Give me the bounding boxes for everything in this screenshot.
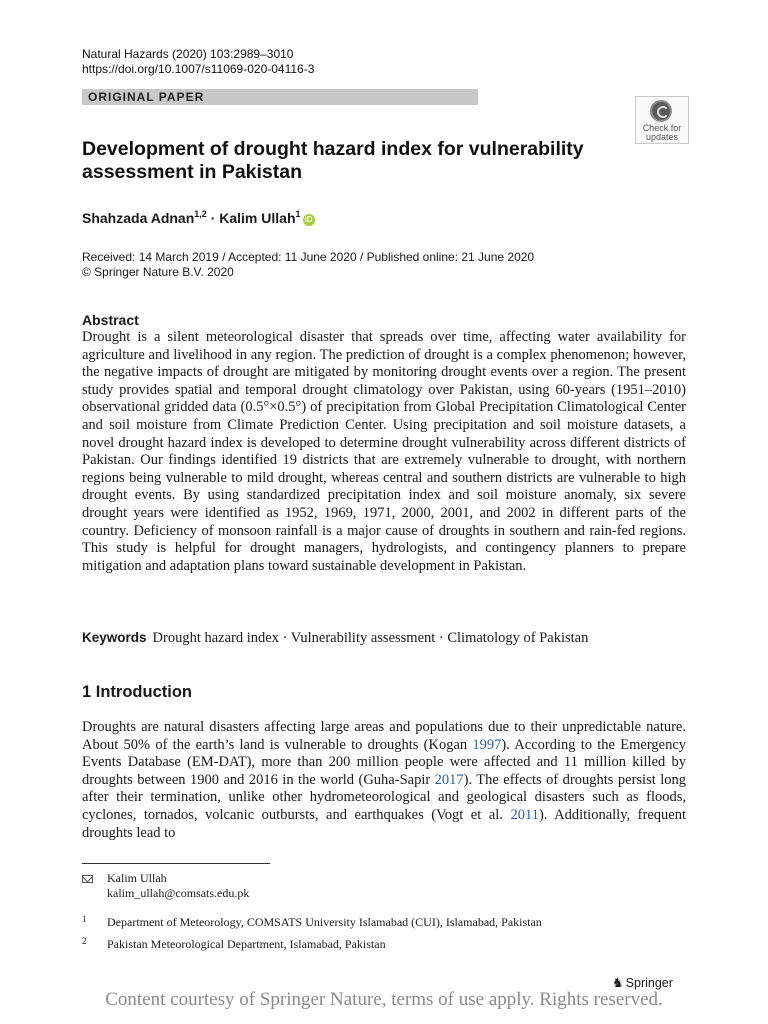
corresponding-author-email[interactable]: kalim_ullah@comsats.edu.pk	[107, 886, 250, 900]
publisher-name: Springer	[625, 976, 673, 990]
author-affiliation-marker: 1,2	[194, 209, 207, 219]
author-name[interactable]: Shahzada Adnan	[82, 210, 195, 226]
orcid-icon[interactable]: iD	[304, 215, 313, 224]
copyright-notice: © Springer Nature B.V. 2020	[82, 265, 234, 279]
paper-title: Development of drought hazard index for vulnerability assessment in Pakistan	[82, 138, 584, 183]
check-badge-line1: Check for	[642, 123, 682, 133]
affiliation-number: 1	[82, 914, 87, 924]
article-type-label: ORIGINAL PAPER	[88, 90, 205, 104]
abstract-heading: Abstract	[82, 312, 139, 328]
abstract-text: Drought is a silent meteorological disaster that spreads over time, affecting water availability for agriculture and livelihood in any region. The prediction of drought is a complex phenomenon; however, the negative impacts of drought are mitigated by monitoring drought events over a region. The present study provides spatial and temporal drought climatology over Pakistan, using 60-years (1951–2010) observational gridded data (0.5°×0.5°) of precipitation from Global Precipitation Climatological Center and soil moisture from Climate Prediction Center. Using precipitation and soil moisture datasets, a novel drought hazard index is developed to determine drought vulnerability across different districts of Pakistan. Our findings identified 19 districts that are extremely vulnerable to drought, with northern regions being vulnerable to mild drought, whereas central and southern districts are vulnerable to high drought events. By using standardized precipitation index and soil moisture anomaly, six severe drought years were identified as 1952, 1969, 1971, 2000, 2001, and 2002 in different parts of the country. Deficiency of monsoon rainfall is a major cause of droughts in southern and rain-fed regions. This study is helpful for drought managers, hydrologists, and contingency planners to prepare mitigation and adaptation plans toward sustainable development in Pakistan.	[82, 329, 686, 574]
citation-link[interactable]: 2011	[510, 806, 539, 823]
footnote-divider	[82, 863, 270, 864]
affiliation-text: Department of Meteorology, COMSATS University Islamabad (CUI), Islamabad, Pakistan	[107, 915, 542, 929]
publication-dates: Received: 14 March 2019 / Accepted: 11 June 2020 / Published online: 21 June 2020	[82, 250, 535, 264]
introduction-paragraph	[82, 719, 686, 842]
author-name[interactable]: Kalim Ullah	[219, 210, 296, 226]
envelope-icon	[82, 875, 93, 883]
keywords-text: Drought hazard index · Vulnerability assessment · Climatology of Pakistan	[152, 630, 589, 646]
journal-reference: Natural Hazards (2020) 103:2989–3010	[82, 47, 294, 61]
corresponding-author-name: Kalim Ullah	[107, 871, 167, 885]
intro-text: ). According to the Emergency Events Database (EM-DAT), more than 200 million people were affected and 11 million killed by droughts between 1900 and 2016 in the world (Guha-Sapir	[82, 736, 687, 788]
author-separator: ·	[206, 210, 220, 226]
intro-text: ). Additionally, frequent droughts lead to	[82, 806, 686, 841]
section-heading-introduction: 1 Introduction	[82, 683, 192, 701]
author-affiliation-marker: 1	[295, 209, 301, 219]
check-badge-line2: updates	[645, 132, 679, 142]
intro-text: ). The effects of droughts persist long after their termination, unlike other hydrometeorological and geological disasters such as floods, cyclones, tornados, volcanic outbursts, and earthquakes (Vogt et al.	[82, 771, 686, 823]
affiliation-text: Pakistan Meteorological Department, Islamabad, Pakistan	[107, 937, 386, 951]
citation-link[interactable]: 2017	[434, 771, 464, 788]
intro-text: Droughts are natural disasters affecting large areas and populations due to their unpredictable nature. About 50% of the earth’s land is vulnerable to droughts (Kogan	[82, 719, 686, 753]
affiliation-number: 2	[82, 936, 87, 946]
author-list	[82, 205, 315, 227]
keywords-label: Keywords	[82, 630, 147, 645]
article-type-banner	[82, 89, 478, 105]
courtesy-watermark: Content courtesy of Springer Nature, terms of use apply. Rights reserved.	[105, 989, 663, 1010]
doi-link[interactable]: https://doi.org/10.1007/s11069-020-04116-3	[82, 62, 315, 76]
keywords-line	[82, 629, 588, 647]
check-for-updates-badge[interactable]	[635, 96, 689, 144]
citation-link[interactable]: 1997	[472, 736, 502, 753]
springer-horse-icon: ♞	[612, 975, 624, 990]
update-circle-icon	[650, 100, 672, 122]
